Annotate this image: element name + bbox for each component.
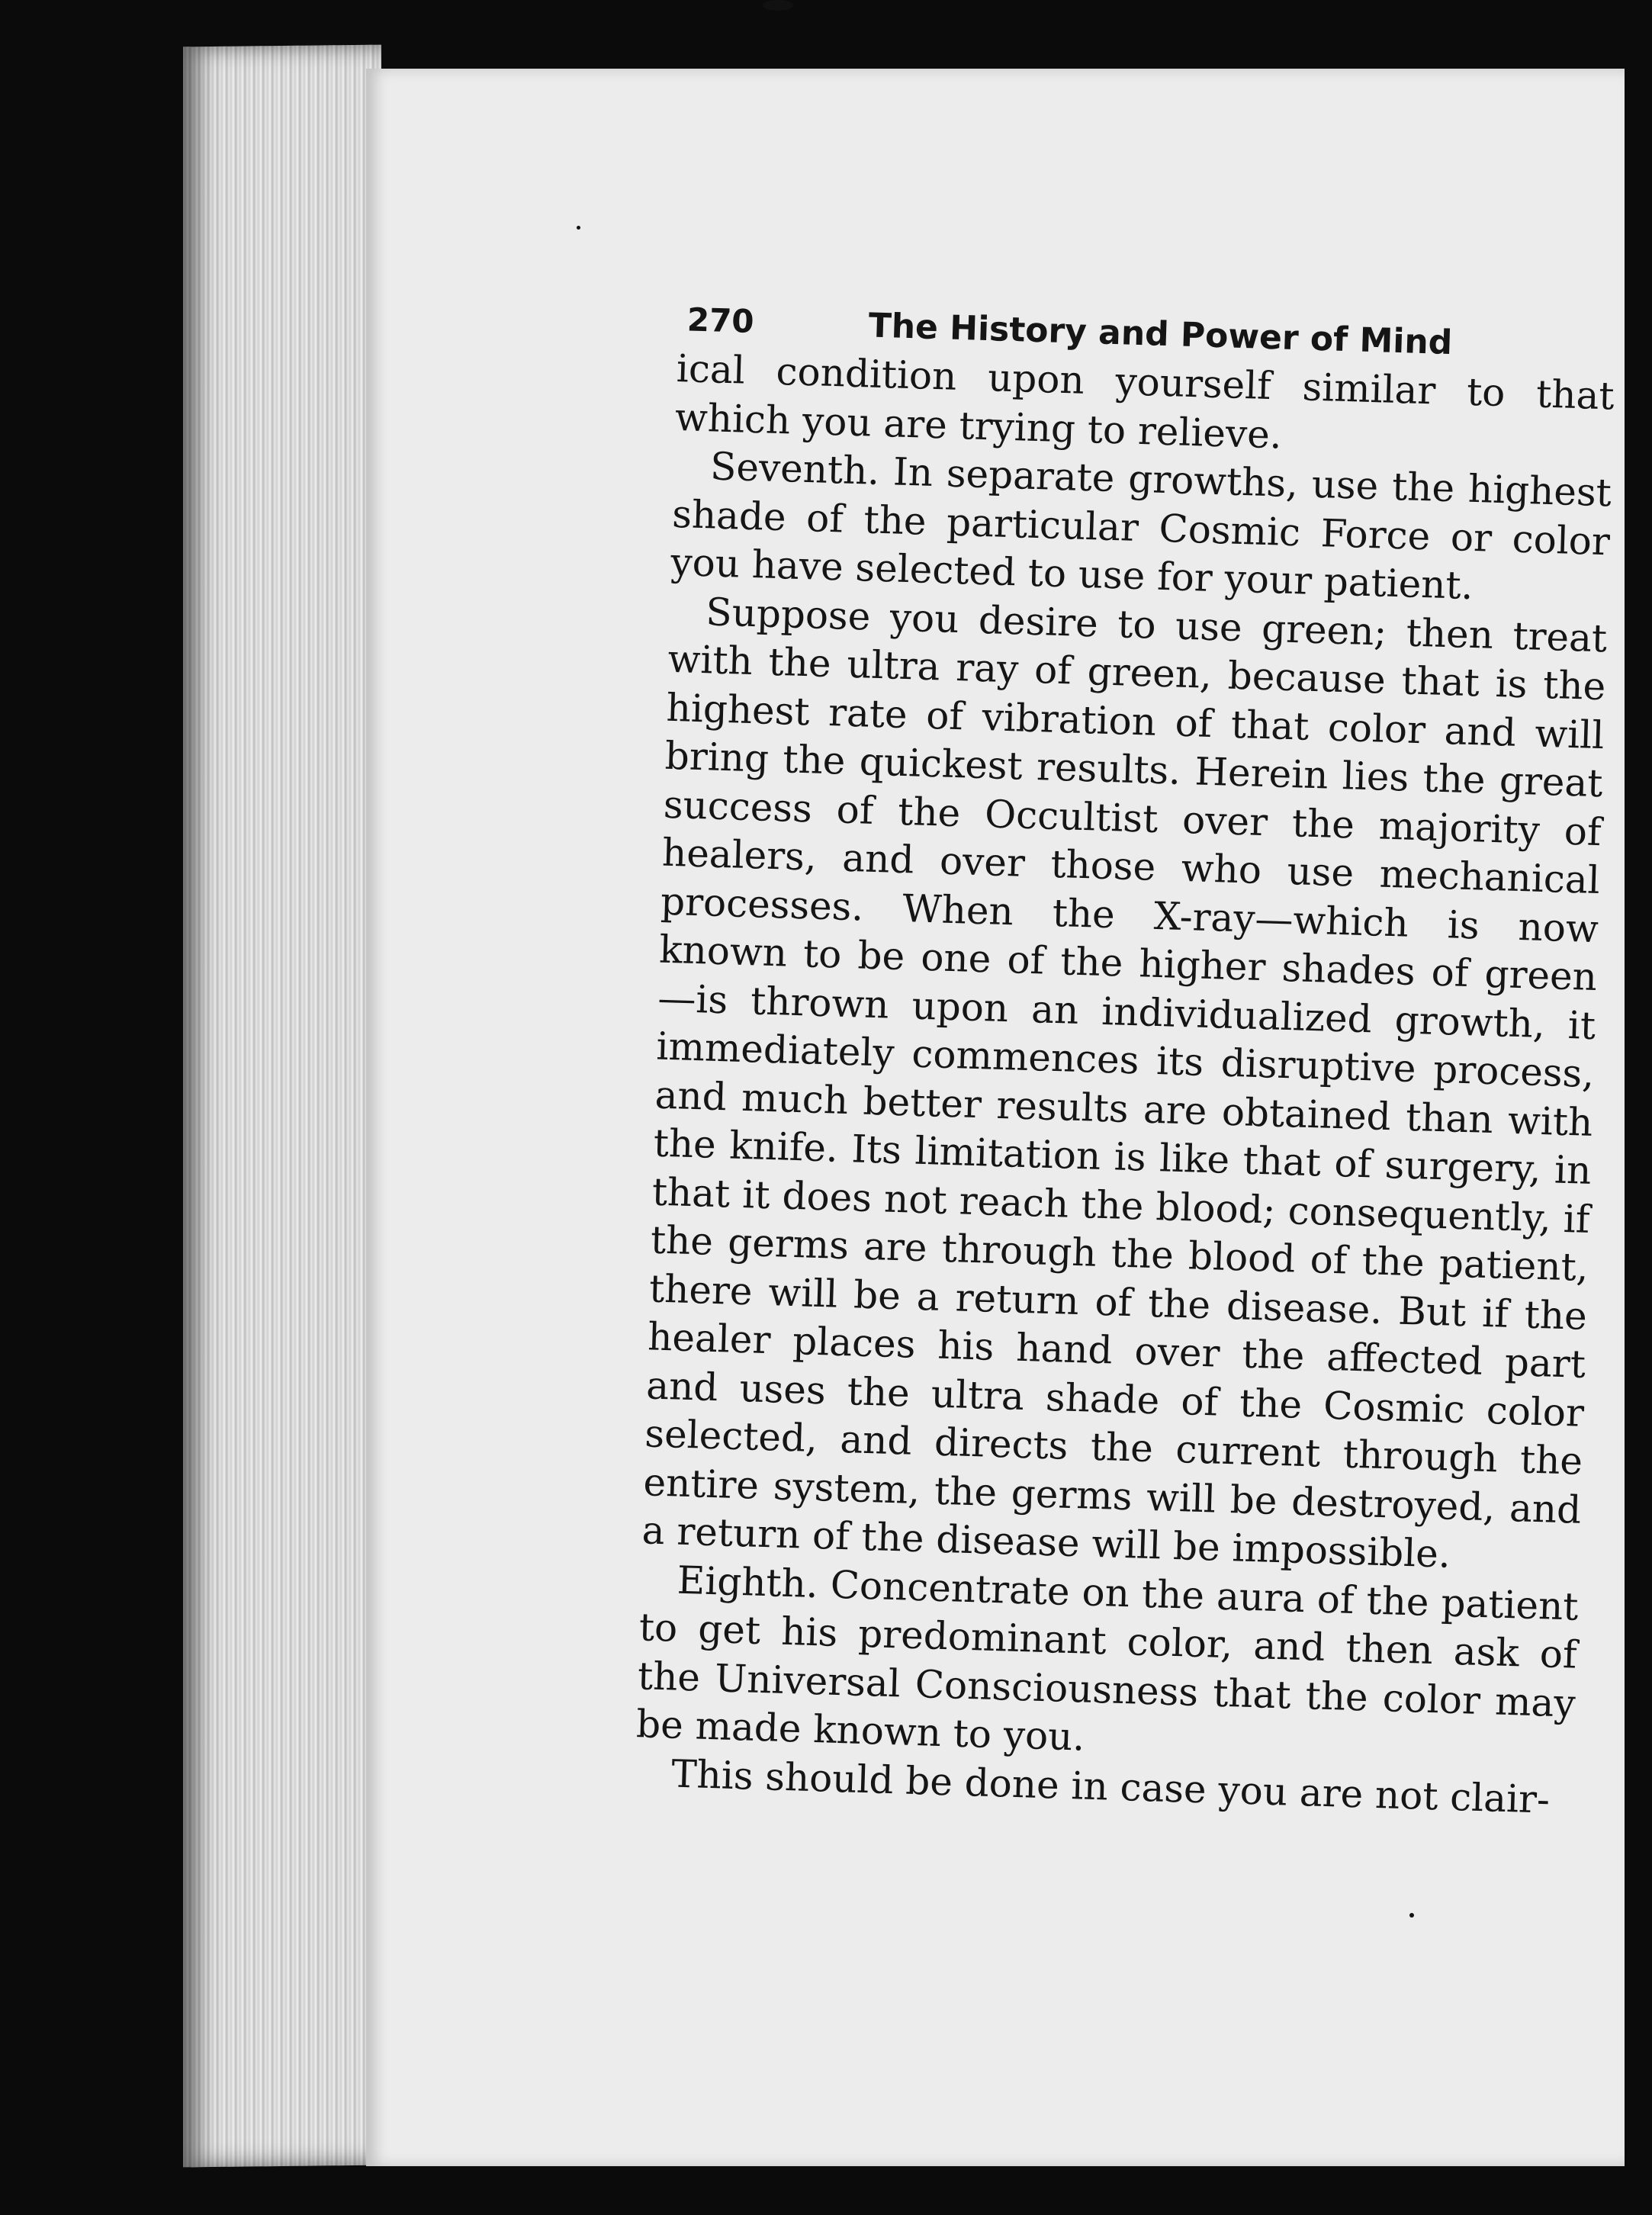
page-text — [634, 291, 1616, 1825]
paragraph: Suppose you desire to use green; then treat with the ultra ray of green, because that is the highest rate of vibration of that color and will bring the quickest results. Herein lies the great success of the Occultist over the majority of healers, and over those who use mechanical processes. When the X-ray—which is now known to be one of the higher shades of green—is thrown upon an individualized growth, it immediately commences its disruptive process, and much better results are obtained than with the knife. Its limitation is like that of surgery, in that it does not reach the blood; consequently, if the germs are through the blood of the patient, there will be a return of the disease. But if the healer places his hand over the affected part and uses the ultra shade of the Cosmic color selected, and directs the current through the entire system, the germs will be destroyed, and a return of the disease will be impossible. — [641, 589, 1608, 1577]
running-title: The History and Power of Mind — [868, 306, 1453, 363]
paragraph: This should be done in case you are not clair- — [670, 1751, 1551, 1822]
scan-speck — [763, 0, 793, 11]
body-text — [634, 345, 1615, 1825]
scan-speck — [577, 226, 580, 230]
page-stack-edge — [183, 45, 381, 2168]
paragraph: ical condition upon yourself similar to that which you are trying to relieve. — [674, 346, 1615, 458]
paragraph: Seventh. In separate growths, use the highest shade of the particular Cosmic Force or color you have selected to use for your patient. — [670, 444, 1612, 609]
scan-speck — [1409, 1913, 1414, 1918]
page-number: 270 — [686, 301, 755, 340]
paragraph: Eighth. Concentrate on the aura of the patient to get his predominant color, and then ask of the Universal Consciousness that the color may be made known to you. — [635, 1558, 1580, 1760]
